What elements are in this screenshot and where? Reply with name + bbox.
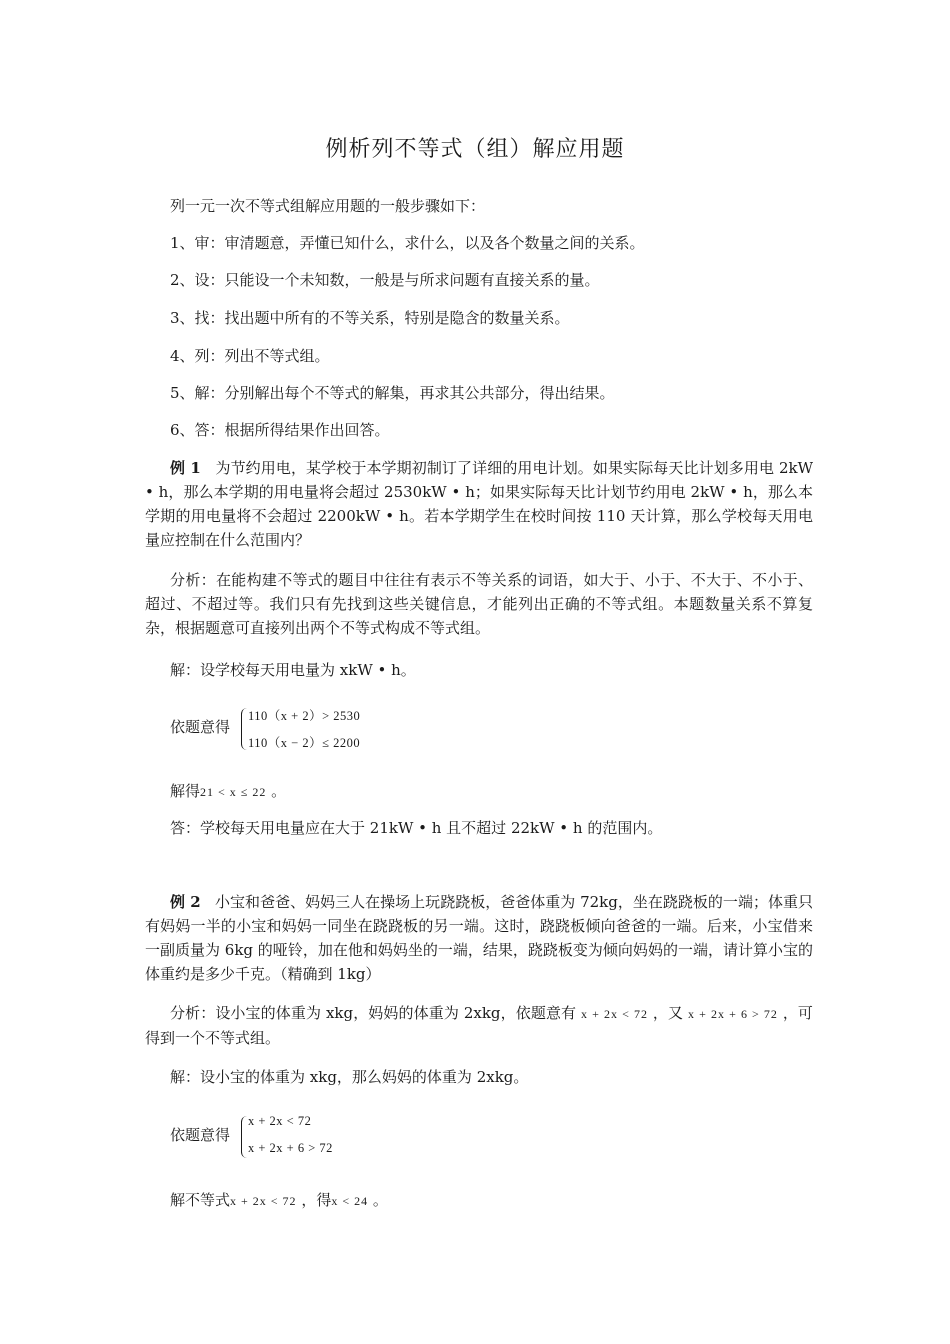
analysis-prefix: 分析：设小宝的体重为 xkg，妈妈的体重为 2xkg，依题意有 bbox=[170, 1004, 577, 1022]
example-2-problem-text: 小宝和爸爸、妈妈三人在操场上玩跷跷板，爸爸体重为 72kg，坐在跷跷板的一端；体重只有妈妈一半的小宝和妈妈一同坐在跷跷板的另一端。这时，跷跷板倾向爸爸的一端。后来，小宝借来一副质量为 6kg 的哑铃，加在他和妈妈坐的一端，结果，跷跷板变为倾向妈妈的一端，请计算小宝的体重约是多少千克。（精确到 1kg） bbox=[145, 893, 813, 983]
example-1-label: 例 1 bbox=[170, 459, 201, 477]
example-1-problem bbox=[145, 456, 813, 552]
example-1-analysis: 分析：在能构建不等式的题目中往往有表示不等关系的词语，如大于、小于、不大于、不小于、超过、不超过等。我们只有先找到这些关键信息，才能列出正确的不等式组。本题数量关系不算复杂，根据题意可直接列出两个不等式构成不等式组。 bbox=[145, 571, 813, 637]
analysis-suffix: ，可得到一个不等式组。 bbox=[145, 1004, 813, 1047]
system-label: 依题意得 bbox=[170, 1126, 231, 1144]
example-2-solution-setup: 解：设小宝的体重为 xkg，那么妈妈的体重为 2xkg。 bbox=[170, 1068, 529, 1086]
step-1: 1、审：审清题意，弄懂已知什么，求什么，以及各个数量之间的关系。 bbox=[170, 234, 645, 252]
example-1-answer: 答：学校每天用电量应在大于 21kW • h 且不超过 22kW • h 的范围内。 bbox=[170, 819, 663, 837]
intro-text: 列一元一次不等式组解应用题的一般步骤如下： bbox=[170, 197, 486, 215]
example-2-analysis bbox=[145, 1001, 813, 1050]
analysis-inequality-1: x + 2x < 72 bbox=[581, 1007, 649, 1021]
analysis-mid: ，又 bbox=[652, 1004, 684, 1022]
solve-result: 21 < x ≤ 22 bbox=[200, 785, 267, 799]
example-1-problem-text: 为节约用电，某学校于本学期初制订了详细的用电计划。如果实际每天比计划多用电 2kW • h，那么本学期的用电量将会超过 2530kW • h；如果实际每天比计划节约用电 2kW • h，那么本学期的用电量将不会超过 2200kW • h。若本学期学生在校时间按 110 天计算，那么学校每天用电量应控制在什么范围内？ bbox=[145, 459, 813, 549]
step-5: 5、解：分别解出每个不等式的解集，再求其公共部分，得出结果。 bbox=[170, 384, 615, 402]
example-2-problem bbox=[145, 890, 813, 986]
inequality-2: 110（x − 2）≤ 2200 bbox=[248, 736, 361, 750]
page-title: 例析列不等式（组）解应用题 bbox=[325, 137, 625, 162]
solve-inequality: x + 2x < 72 bbox=[230, 1194, 297, 1208]
inequality-2: x + 2x + 6 > 72 bbox=[248, 1141, 333, 1155]
system-label: 依题意得 bbox=[170, 718, 231, 736]
solve-prefix: 解不等式 bbox=[170, 1191, 231, 1209]
inequality-1: 110（x + 2）> 2530 bbox=[248, 709, 361, 723]
solve-suffix: 。 bbox=[372, 1191, 388, 1209]
example-2-label: 例 2 bbox=[170, 893, 201, 911]
solve-result: x < 24 bbox=[331, 1194, 369, 1208]
solve-suffix: 。 bbox=[271, 782, 287, 800]
example-1-solution-setup: 解：设学校每天用电量为 xkW • h。 bbox=[170, 661, 416, 679]
example-1-solve-line bbox=[170, 781, 286, 802]
step-3: 3、找：找出题中所有的不等关系，特别是隐含的数量关系。 bbox=[170, 309, 570, 327]
example-2-solve-line bbox=[170, 1190, 388, 1211]
analysis-inequality-2: x + 2x + 6 > 72 bbox=[687, 1007, 778, 1021]
solve-prefix: 解得 bbox=[170, 782, 201, 800]
step-2: 2、设：只能设一个未知数，一般是与所求问题有直接关系的量。 bbox=[170, 271, 600, 289]
inequality-1: x + 2x < 72 bbox=[248, 1114, 312, 1128]
step-4: 4、列：列出不等式组。 bbox=[170, 347, 330, 365]
step-6: 6、答：根据所得结果作出回答。 bbox=[170, 421, 390, 439]
solve-mid: ，得 bbox=[301, 1191, 332, 1209]
